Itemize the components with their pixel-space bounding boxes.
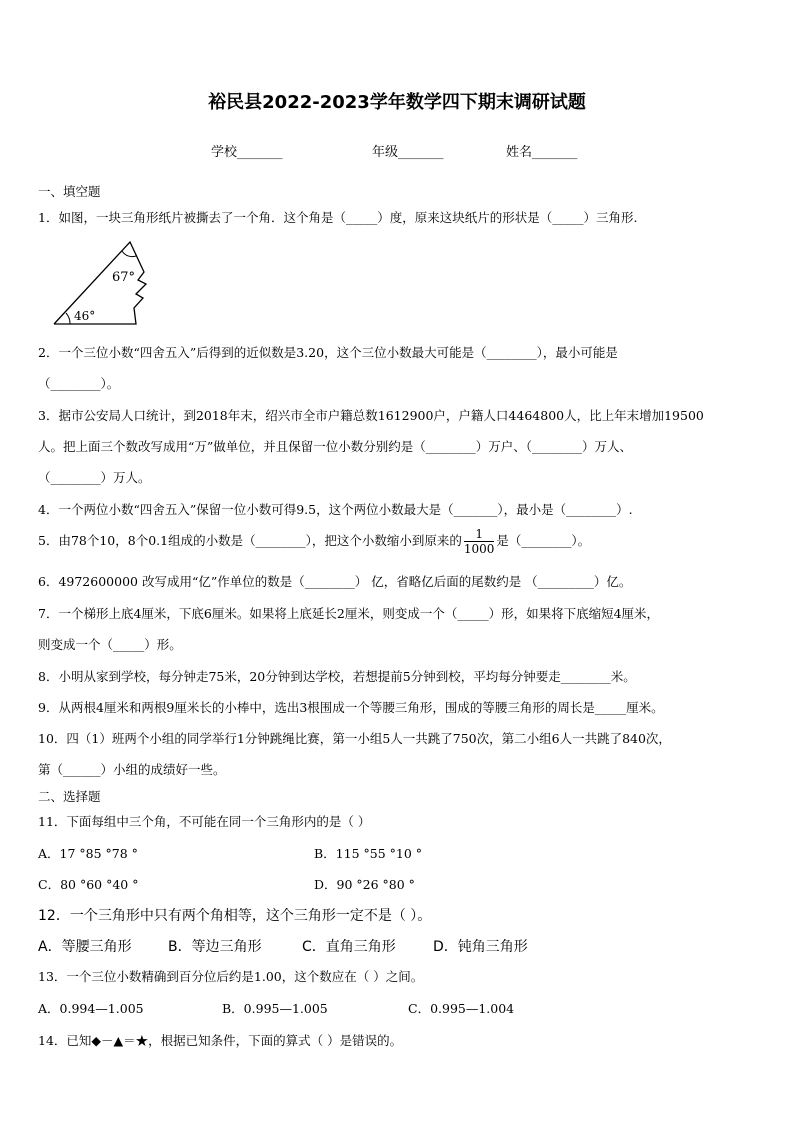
question-2-line-2: （________）。 bbox=[38, 376, 120, 391]
section-fill-blank: 一、填空题 bbox=[38, 184, 101, 199]
fraction-numerator: 1 bbox=[464, 527, 495, 542]
angle-arc-bottom bbox=[66, 313, 70, 324]
question-10-line-1: 10．四（1）班两个小组的同学举行1分钟跳绳比赛，第一小组5人一共跳了750次，第二小组6人一共跳了840次， bbox=[38, 731, 671, 746]
question-12-option-a: A．等腰三角形 bbox=[38, 939, 132, 955]
question-12-option-b: B．等边三角形 bbox=[168, 939, 262, 955]
question-11-option-d: D．90 °26 °80 ° bbox=[314, 877, 415, 892]
question-12-stem: 12．一个三角形中只有两个角相等，这个三角形一定不是（ ）。 bbox=[38, 908, 432, 924]
question-11-stem: 11．下面每组中三个角，不可能在同一个三角形内的是（ ） bbox=[38, 814, 371, 829]
question-11-option-c: C．80 °60 °40 ° bbox=[38, 877, 139, 892]
question-12-option-c: C．直角三角形 bbox=[302, 939, 396, 955]
question-5-text-before: 5．由78个10，8个0.1组成的小数是（________），把这个小数缩小到原来的 bbox=[38, 533, 462, 548]
fraction-denominator: 1000 bbox=[463, 542, 495, 556]
question-8: 8．小明从家到学校，每分钟走75米，20分钟到达学校，若想提前5分钟到校，平均每分钟要走________米。 bbox=[38, 669, 636, 684]
fraction-1-over-1000 bbox=[464, 527, 495, 556]
section-multiple-choice: 二、选择题 bbox=[38, 789, 101, 804]
angle-label-bottom: 46° bbox=[74, 309, 96, 323]
school-field: 学校_______ bbox=[211, 145, 283, 160]
page-title: 裕民县2022-2023学年数学四下期末调研试题 bbox=[208, 92, 586, 113]
question-13-stem: 13．一个三位小数精确到百分位后约是1.00，这个数应在（ ）之间。 bbox=[38, 969, 424, 984]
question-7-line-1: 7．一个梯形上底4厘米，下底6厘米。如果将上底延长2厘米，则变成一个（_____）形，如果将下底缩短4厘米， bbox=[38, 606, 660, 621]
question-3-line-2: 人。把上面三个数改写成用“万”做单位，并且保留一位小数分别约是（________）万户、（________）万人、 bbox=[38, 439, 633, 454]
torn-triangle-figure bbox=[50, 238, 155, 328]
question-13-option-c: C．0.995—1.004 bbox=[408, 1001, 515, 1016]
question-2-line-1: 2．一个三位小数“四舍五入”后得到的近似数是3.20，这个三位小数最大可能是（________），最小可能是 bbox=[38, 345, 618, 360]
name-field: 姓名_______ bbox=[506, 145, 578, 160]
question-13-option-a: A．0.994—1.005 bbox=[38, 1001, 144, 1016]
question-14-stem: 14．已知◆－▲＝★，根据已知条件，下面的算式（ ）是错误的。 bbox=[38, 1033, 403, 1048]
question-5 bbox=[38, 527, 590, 556]
question-3-line-3: （________）万人。 bbox=[38, 470, 151, 485]
question-6: 6．4972600000 改写成用“亿”作单位的数是（________） 亿，省略亿后面的尾数约是 （_________）亿。 bbox=[38, 574, 632, 589]
question-4: 4．一个两位小数“四舍五入”保留一位小数可得9.5，这个两位小数最大是（_______），最小是（________）. bbox=[38, 502, 633, 517]
question-13-option-b: B．0.995—1.005 bbox=[222, 1001, 328, 1016]
question-10-line-2: 第（______）小组的成绩好一些。 bbox=[38, 762, 226, 777]
angle-label-top: 67° bbox=[112, 270, 136, 285]
question-11-option-a: A．17 °85 °78 ° bbox=[38, 846, 138, 861]
question-7-line-2: 则变成一个（_____）形。 bbox=[38, 637, 182, 652]
question-1: 1．如图，一块三角形纸片被撕去了一个角．这个角是（_____）度，原来这块纸片的形状是（_____）三角形. bbox=[38, 210, 638, 225]
grade-field: 年级_______ bbox=[372, 145, 444, 160]
question-12-option-d: D．钝角三角形 bbox=[433, 939, 528, 955]
question-5-text-after: 是（________）。 bbox=[496, 533, 591, 548]
question-3-line-1: 3．据市公安局人口统计，到2018年末，绍兴市全市户籍总数1612900户，户籍人口4464800人，比上年末增加19500 bbox=[38, 408, 704, 423]
question-11-option-b: B．115 °55 °10 ° bbox=[314, 846, 423, 861]
question-9: 9．从两根4厘米和两根9厘米长的小棒中，选出3根围成一个等腰三角形，围成的等腰三角形的周长是_____厘米。 bbox=[38, 700, 664, 715]
